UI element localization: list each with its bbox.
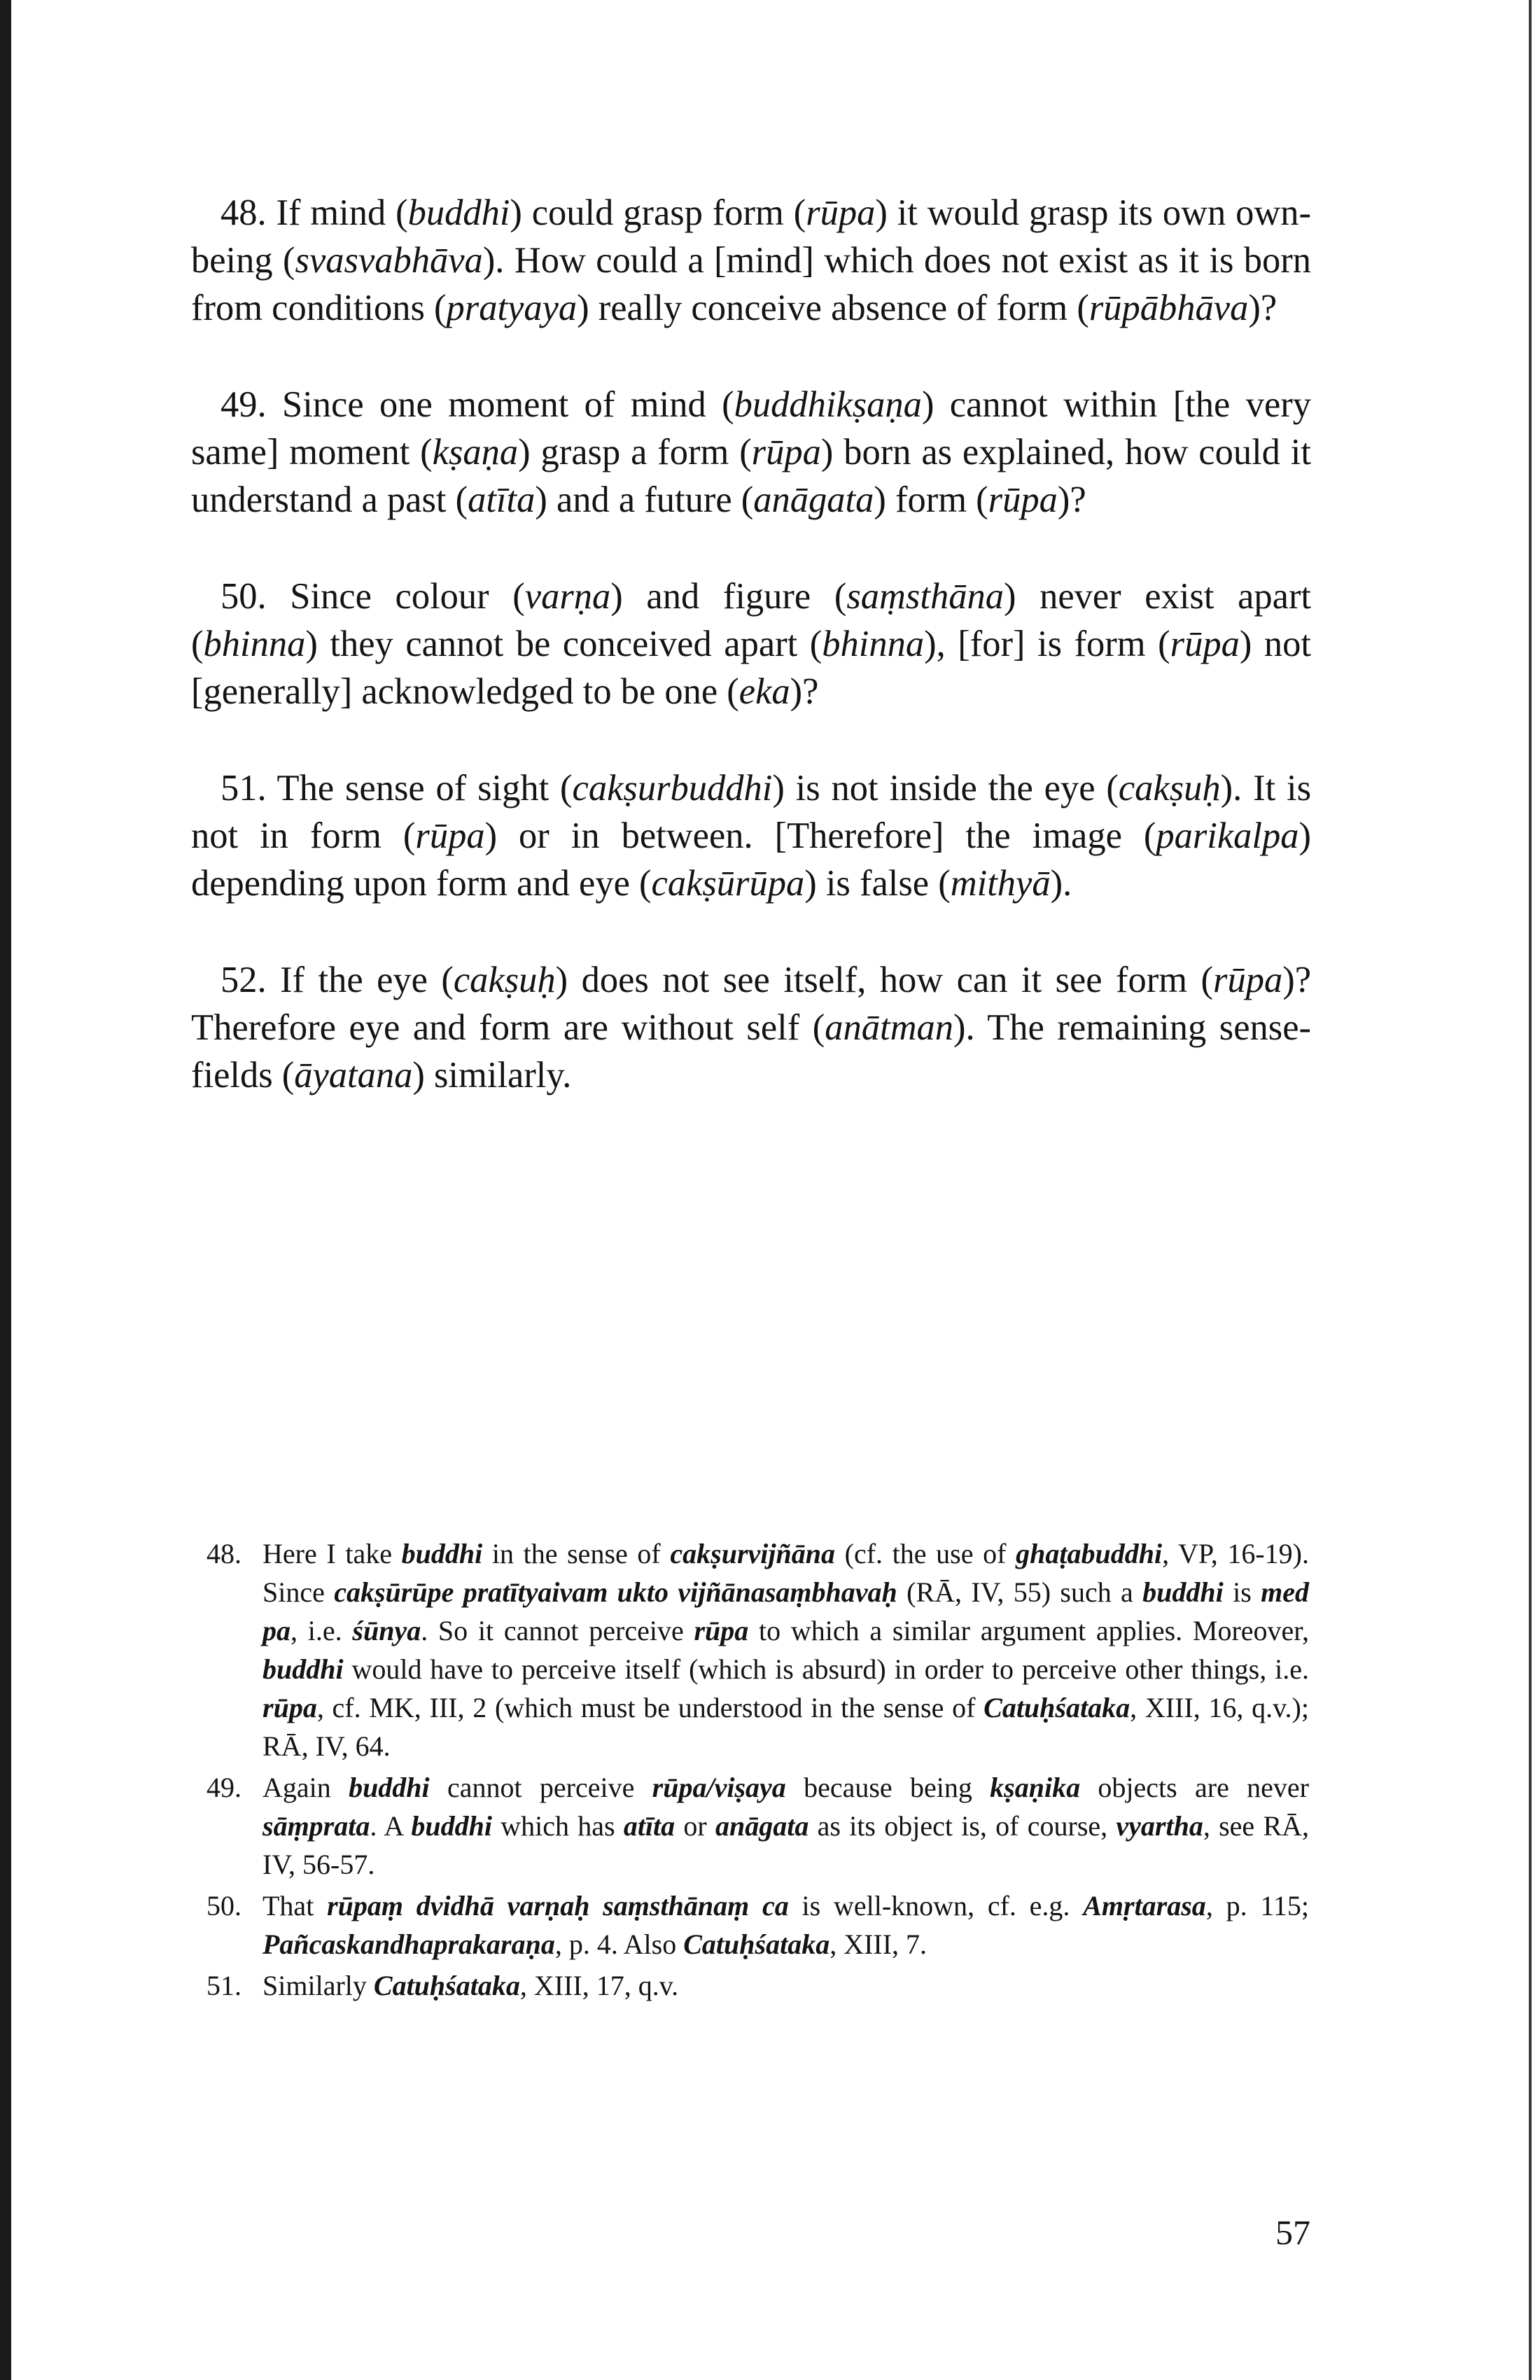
- term-italic: buddhi: [407, 192, 510, 233]
- text-run: ) never exist apart (: [191, 576, 1312, 664]
- emphasis: [349, 1772, 430, 1803]
- emphasis: [624, 1810, 675, 1842]
- verse-paragraph: [191, 189, 1311, 332]
- text-run: ) really conceive absence of form (: [577, 288, 1089, 328]
- term-italic: vyartha: [1116, 1810, 1203, 1842]
- emphasis: [683, 1928, 830, 1960]
- text-run: ).: [1050, 863, 1072, 904]
- text-run: ) not [generally] acknowledged to be one (: [191, 624, 1311, 712]
- term-italic: buddhi: [349, 1772, 430, 1803]
- emphasis: [983, 1692, 1130, 1723]
- emphasis: [262, 1928, 555, 1960]
- verse-paragraph: [191, 764, 1311, 907]
- term-italic: atīta: [468, 479, 536, 520]
- verse-paragraph: [191, 956, 1311, 1099]
- verse-paragraph: [191, 381, 1311, 524]
- term-italic: sāṃprata: [262, 1810, 370, 1842]
- text-run: )?: [790, 671, 819, 712]
- text-run: ) does not see itself, how can it see form (: [555, 960, 1214, 1000]
- footnote: [206, 1886, 1309, 1963]
- term-italic: śūnya: [352, 1615, 421, 1646]
- term-italic: svasvabhāva: [295, 240, 483, 281]
- emphasis: [262, 1692, 317, 1723]
- text-run: Since colour (: [290, 576, 525, 617]
- emphasis: [990, 1772, 1080, 1803]
- text-run: Again: [262, 1772, 349, 1803]
- term-italic: varṇa: [524, 576, 611, 617]
- text-run: in the sense of: [482, 1538, 671, 1569]
- text-run: (cf. the use of: [834, 1538, 1016, 1569]
- term-italic: atīta: [623, 1810, 676, 1842]
- term-italic: kṣaṇa: [432, 432, 519, 472]
- text-run: If mind (: [276, 192, 408, 233]
- page-number: 57: [1275, 2213, 1310, 2252]
- term-italic: rūpa: [988, 479, 1058, 520]
- emphasis: [262, 1810, 370, 1842]
- verse-number: 51.: [220, 768, 267, 808]
- term-italic: Catuḥśataka: [683, 1928, 830, 1960]
- term-italic: bhinna: [203, 624, 306, 664]
- term-italic: buddhi: [262, 1653, 344, 1685]
- text-run: . A: [370, 1810, 412, 1842]
- term-italic: Amṛtarasa: [1083, 1890, 1206, 1921]
- term-italic: rūpa: [1170, 624, 1240, 664]
- text-run: . So it cannot perceive: [421, 1615, 694, 1646]
- term-italic: cakṣurbuddhi: [572, 768, 773, 808]
- term-italic: Catuḥśataka: [983, 1692, 1130, 1723]
- footnote-number: 48.: [206, 1538, 241, 1569]
- text-run: cannot perceive: [429, 1772, 652, 1803]
- text-run: because being: [785, 1772, 990, 1803]
- text-run: ) cannot within [the very same] moment (: [191, 384, 1311, 472]
- text-run: ). It is not in form (: [191, 768, 1312, 856]
- text-run: (RĀ, IV, 55) such a: [897, 1576, 1143, 1608]
- term-italic: eka: [738, 671, 790, 712]
- term-italic: kṣaṇika: [990, 1772, 1081, 1803]
- text-run: ), [for] is form (: [924, 624, 1170, 664]
- text-run: is well-known, cf. e.g.: [788, 1890, 1084, 1921]
- text-run: ). The remaining sense-fields (: [191, 1007, 1311, 1096]
- verse-section: [191, 189, 1311, 1148]
- term-italic: buddhikṣaṇa: [734, 384, 922, 425]
- text-run: ) or in between. [Therefore] the image (: [484, 816, 1156, 856]
- text-run: )?: [1248, 288, 1278, 328]
- term-italic: buddhi: [1142, 1576, 1224, 1608]
- text-run: , see RĀ, IV, 56-57.: [262, 1810, 1310, 1880]
- text-run: as its object is, of course,: [808, 1810, 1116, 1842]
- text-run: to which a similar argument applies. Moreover,: [748, 1615, 1310, 1646]
- term-italic: mithyā: [950, 863, 1051, 904]
- term-italic: rūpābhāva: [1088, 288, 1249, 328]
- text-run: , XIII, 7.: [830, 1928, 927, 1960]
- emphasis: [327, 1890, 789, 1921]
- term-italic: rūpa: [262, 1692, 317, 1723]
- verse-paragraph: [191, 573, 1311, 715]
- term-italic: āyatana: [294, 1055, 413, 1096]
- footnote-text: [262, 1768, 1309, 1884]
- text-run: If the eye (: [280, 960, 454, 1000]
- verse-number: 52.: [220, 960, 267, 1000]
- term-italic: Pañcaskandhaprakaraṇa: [262, 1928, 555, 1960]
- text-run: That: [262, 1890, 328, 1921]
- term-italic: rūpa: [415, 816, 485, 856]
- footnote-text: [262, 1966, 1309, 2005]
- text-run: , p. 4. Also: [554, 1928, 684, 1960]
- emphasis: [694, 1615, 748, 1646]
- term-italic: cakṣūrūpa: [651, 863, 805, 904]
- scan-edge-left: [0, 0, 11, 2380]
- text-run: would have to perceive itself (which is absurd) in order to perceive other things, i.e.: [343, 1653, 1309, 1685]
- text-run: ) it would grasp its own own-being (: [191, 192, 1312, 281]
- footnote-number: 49.: [206, 1772, 241, 1803]
- text-run: which has: [491, 1810, 624, 1842]
- term-italic: ghaṭabuddhi: [1016, 1538, 1163, 1569]
- text-run: , cf. MK, III, 2 (which must be understood in the sense of: [316, 1692, 984, 1723]
- term-italic: rūpa: [806, 192, 876, 233]
- text-run: ). How could a [mind] which does not exist as it is born from conditions (: [191, 240, 1312, 328]
- text-run: Since one moment of mind (: [282, 384, 734, 425]
- text-run: , XIII, 16, q.v.); RĀ, IV, 64.: [262, 1692, 1309, 1762]
- emphasis: [262, 1653, 344, 1685]
- verse-number: 49.: [220, 384, 267, 425]
- emphasis: [1083, 1890, 1206, 1921]
- text-run: ) depending upon form and eye (: [191, 816, 1311, 904]
- term-italic: buddhi: [411, 1810, 492, 1842]
- term-italic: cakṣūrūpe pratītyaivam ukto vijñānasaṃbhavaḥ: [334, 1576, 897, 1608]
- text-run: objects are never: [1080, 1772, 1309, 1803]
- text-run: is: [1223, 1576, 1261, 1608]
- text-run: Here I take: [262, 1538, 402, 1569]
- term-italic: bhinna: [822, 624, 925, 664]
- emphasis: [670, 1538, 835, 1569]
- text-run: ) is not inside the eye (: [772, 768, 1119, 808]
- emphasis: [402, 1538, 483, 1569]
- text-run: ) they cannot be conceived apart (: [305, 624, 822, 664]
- verse-number: 50.: [220, 576, 267, 617]
- footnote-text: [262, 1886, 1309, 1963]
- text-run: , p. 115;: [1205, 1890, 1309, 1921]
- emphasis: [715, 1810, 808, 1842]
- text-run: The sense of sight (: [276, 768, 573, 808]
- text-run: ) and figure (: [610, 576, 847, 617]
- footnotes-section: [206, 1534, 1309, 2008]
- term-italic: med pa: [262, 1576, 1309, 1646]
- term-italic: saṃsthāna: [846, 576, 1004, 617]
- text-run: ) similarly.: [412, 1055, 572, 1096]
- term-italic: anāgata: [715, 1810, 809, 1842]
- term-italic: rūpa: [1213, 960, 1283, 1000]
- text-run: )?: [1057, 479, 1086, 520]
- text-run: Similarly: [262, 1970, 374, 2001]
- term-italic: rūpa/viṣaya: [652, 1772, 786, 1803]
- term-italic: rūpa: [751, 432, 821, 472]
- emphasis: [352, 1615, 421, 1646]
- term-italic: cakṣurvijñāna: [670, 1538, 835, 1569]
- emphasis: [374, 1970, 520, 2001]
- text-run: ) born as explained, how could it understand a past (: [191, 432, 1311, 520]
- emphasis: [411, 1810, 492, 1842]
- footnote-number: 51.: [206, 1970, 241, 2001]
- text-run: or: [675, 1810, 716, 1842]
- term-italic: rūpa: [694, 1615, 749, 1646]
- term-italic: anāgata: [753, 479, 874, 520]
- footnote: [206, 1534, 1309, 1765]
- term-italic: Catuḥśataka: [373, 1970, 520, 2001]
- emphasis: [1016, 1538, 1162, 1569]
- footnote: [206, 1966, 1309, 2005]
- emphasis: [1142, 1576, 1224, 1608]
- emphasis: [652, 1772, 786, 1803]
- text-run: ) grasp a form (: [518, 432, 752, 472]
- text-run: ) is false (: [804, 863, 951, 904]
- footnote: [206, 1768, 1309, 1884]
- term-italic: anātman: [825, 1007, 954, 1048]
- emphasis: [1116, 1810, 1203, 1842]
- emphasis: [334, 1576, 897, 1608]
- verse-number: 48.: [220, 192, 267, 233]
- term-italic: buddhi: [401, 1538, 483, 1569]
- text-run: ) and a future (: [535, 479, 754, 520]
- term-italic: cakṣuḥ: [453, 960, 556, 1000]
- text-run: ) could grasp form (: [510, 192, 806, 233]
- term-italic: rūpaṃ dvidhā varṇaḥ saṃsthānaṃ ca: [327, 1890, 789, 1921]
- text-run: , VP, 16-19). Since: [262, 1538, 1310, 1608]
- footnote-text: [262, 1534, 1309, 1765]
- text-run: ) form (: [874, 479, 988, 520]
- term-italic: pratyaya: [446, 288, 578, 328]
- text-run: , XIII, 17, q.v.: [519, 1970, 679, 2001]
- text-run: , i.e.: [290, 1615, 353, 1646]
- term-italic: parikalpa: [1156, 816, 1299, 856]
- term-italic: cakṣuḥ: [1118, 768, 1221, 808]
- footnote-number: 50.: [206, 1890, 241, 1921]
- scan-edge-right: [1529, 0, 1532, 2380]
- text-run: )? Therefore eye and form are without self (: [191, 960, 1312, 1048]
